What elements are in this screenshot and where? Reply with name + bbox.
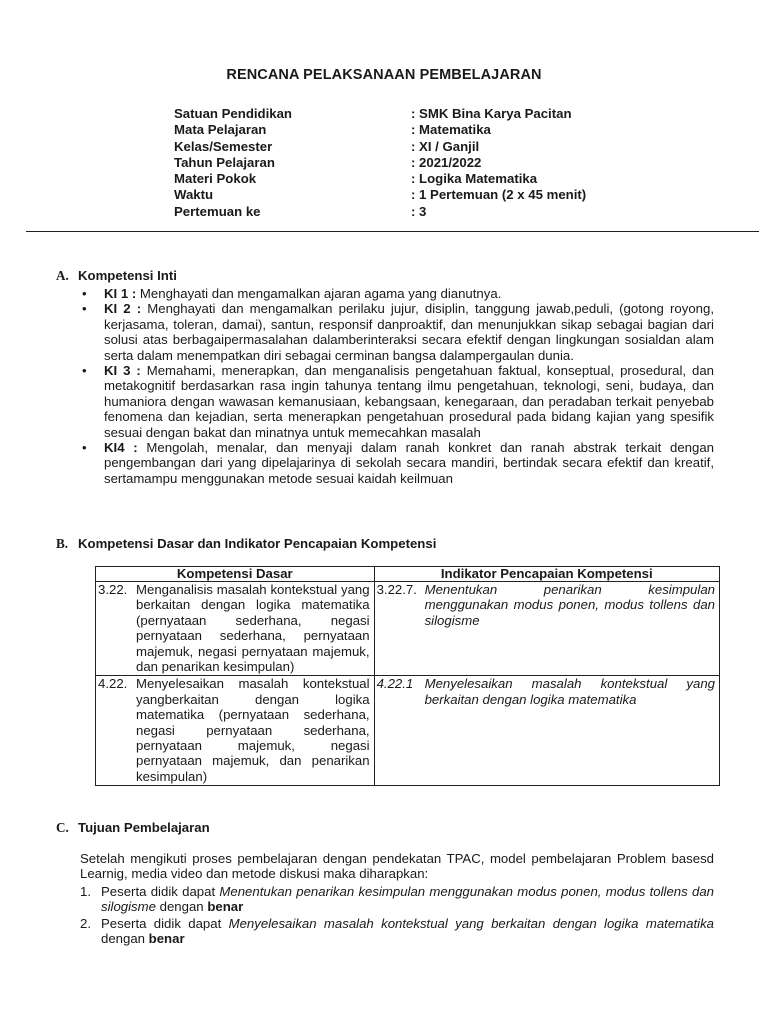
info-value: : 3 (411, 203, 427, 219)
item-lead: Peserta didik dapat (101, 884, 220, 899)
ipk-number: 4.22.1 (376, 676, 414, 692)
info-label: Tahun Pelajaran (174, 154, 275, 170)
item-mid: dengan (155, 899, 208, 915)
ki-text: Mengolah, menalar, dan menyaji dalam ranah konkret dan ranah abstrak terkait dengan pengembangan dari yang dipelajarinya di sekolah secara mandiri, bertindak secara efektif dan kreatif, sertamampu menggunakan metode sesuai kaidah keilmuan (104, 440, 714, 486)
kd-text: Menyelesaikan masalah kontekstual yangberkaitan dengan logika matematika (pernyataan sederhana, negasi pernyataan sederhana, pernyataan majemuk, negasi pernyataan majemuk, dan penarikan kesimpulan) (136, 676, 370, 784)
ipk-text: Menyelesaikan masalah kontekstual yang berkaitan dengan logika matematika (424, 676, 715, 707)
ki-text: Memahami, menerapkan, dan menganalisis pengetahuan faktual, konseptual, prosedural, dan metakognitif berdasarkan rasa ingin tahunya tentang ilmu pengetahuan, teknologi, seni, budaya, dan humaniora dengan wawasan kemanusiaan, kebangsaan, kenegaraan, dan peradaban terkait penyebab fenomena dan kejadian, serta menerapkan pengetahuan prosedural pada bidang kajian yang spesifik sesuai dengan bakat dan minatnya untuk memecahkan masalah (104, 363, 714, 440)
bullet-icon: • (82, 301, 87, 317)
item-emphasis: benar (148, 931, 185, 947)
info-value: : 2021/2022 (411, 154, 482, 170)
item-number: 2. (80, 915, 91, 931)
info-value: : Logika Matematika (411, 171, 538, 187)
ki-item (82, 301, 714, 363)
bullet-icon: • (82, 286, 87, 301)
section-title: Kompetensi Inti (78, 268, 177, 283)
tujuan-list (80, 884, 714, 948)
ki-code: KI 1 (104, 286, 129, 301)
info-value: : Matematika (411, 122, 491, 138)
kompetensi-inti-list (82, 286, 714, 486)
section-letter: A. (56, 268, 69, 283)
table-row (96, 582, 720, 676)
ki-separator: : (130, 363, 147, 379)
ipk-cell (374, 676, 719, 786)
item-objective: Menentukan penarikan kesimpulan menggunakan modus ponen, modus tollens dan silogisme (101, 884, 714, 915)
tujuan-intro: Setelah mengikuti proses pembelajaran dengan pendekatan TPAC, model pembelajaran Problem basesd Learnig, media video dan metode diskusi maka diharapkan: (80, 851, 714, 882)
info-label: Satuan Pendidikan (174, 106, 292, 121)
kd-number: 4.22. (98, 676, 128, 692)
section-c-heading (56, 820, 210, 836)
item-number: 1. (80, 884, 91, 899)
page-title: RENCANA PELAKSANAAN PEMBELAJARAN (226, 67, 542, 83)
ki-item (82, 286, 714, 301)
header-divider (26, 231, 759, 232)
column-header: Kompetensi Dasar (96, 567, 375, 582)
bullet-icon: • (82, 363, 87, 379)
item-objective: Menyelesaikan masalah kontekstual yang berkaitan dengan logika matematika (228, 915, 714, 931)
info-label: Mata Pelajaran (174, 122, 267, 138)
section-title: Tujuan Pembelajaran (78, 820, 210, 835)
ki-text: Menghayati dan mengamalkan ajaran agama yang dianutnya. (139, 286, 502, 301)
kd-cell (96, 676, 375, 786)
ki-separator: : (124, 440, 147, 456)
column-header: Indikator Pencapaian Kompetensi (374, 567, 719, 582)
section-letter: C. (56, 820, 69, 835)
section-a-heading (56, 268, 177, 284)
table-header-row (96, 567, 720, 582)
info-label: Materi Pokok (174, 171, 257, 187)
ki-separator: : (128, 286, 140, 301)
section-title: Kompetensi Dasar dan Indikator Pencapaian Kompetensi (78, 536, 437, 551)
list-item (80, 884, 714, 915)
section-b-heading (56, 536, 436, 552)
ki-code: KI 2 (104, 301, 131, 317)
kd-text: Menganalisis masalah kontekstual yang berkaitan dengan logika matematika (pernyataan sederhana, negasi pernyataan sederhana, pernyataan majemuk, negasi pernyataan majemuk, dan penarikan kesimpulan) (136, 582, 370, 675)
info-label: Pertemuan ke (174, 203, 261, 219)
info-label: Waktu (174, 187, 214, 203)
ipk-number: 3.22.7. (376, 582, 417, 597)
item-mid: dengan (101, 931, 149, 947)
kd-number: 3.22. (98, 582, 128, 597)
kd-ipk-table (95, 566, 720, 786)
list-item (80, 916, 714, 947)
ki-separator: : (130, 301, 148, 317)
info-value: : SMK Bina Karya Pacitan (411, 106, 572, 121)
ki-text: Menghayati dan mengamalkan perilaku jujur, disiplin, tanggung jawab,peduli, (gotong royong, kerjasama, toleran, damai), santun, responsif danproaktif, dan menunjukkan sikap sebagai bagian dari solusi atas berbagaipermasalahan dalamberinteraksi secara efektif dengan lingkungan sosialdan alam serta dalam menempatkan diri sebagai cerminan bangsa dalampergaulan dunia. (104, 301, 714, 363)
ki-code: KI4 (104, 440, 125, 456)
kd-cell (96, 582, 375, 676)
info-value: : 1 Pertemuan (2 x 45 menit) (411, 187, 587, 203)
section-letter: B. (56, 536, 69, 551)
ki-item (82, 440, 714, 486)
ipk-cell (374, 582, 719, 676)
table-row (96, 676, 720, 786)
bullet-icon: • (82, 440, 87, 456)
info-value: : XI / Ganjil (411, 138, 480, 154)
info-label: Kelas/Semester (174, 138, 273, 154)
ki-item (82, 363, 714, 440)
item-emphasis: benar (207, 899, 244, 915)
item-lead: Peserta didik dapat (101, 915, 229, 931)
ipk-text: Menentukan penarikan kesimpulan menggunakan modus ponen, modus tollens dan silogisme (424, 582, 715, 628)
ki-code: KI 3 (104, 363, 131, 379)
